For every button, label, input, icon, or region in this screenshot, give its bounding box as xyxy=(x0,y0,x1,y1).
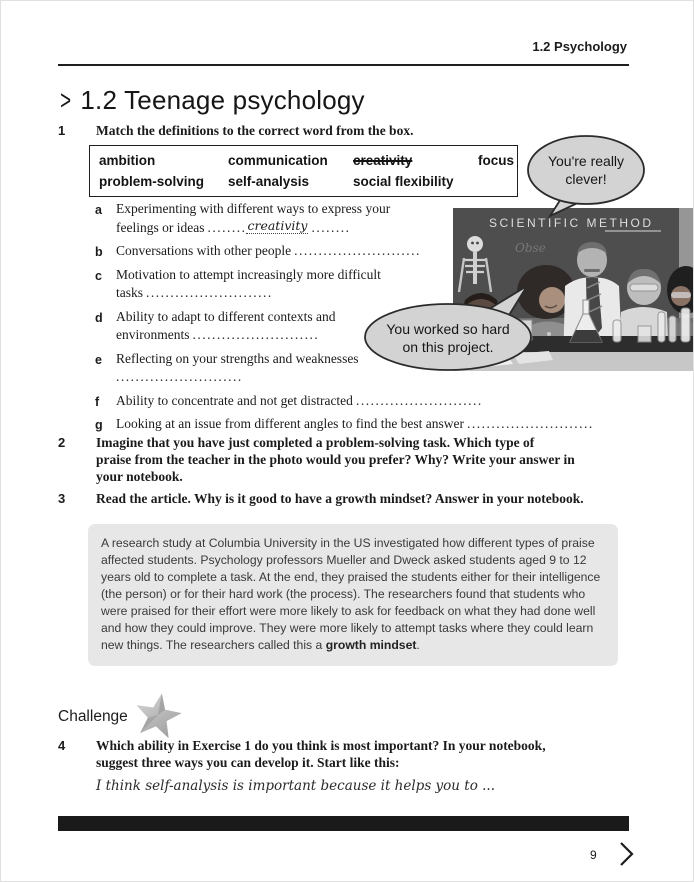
definition-item-a: a Experimenting with different ways to express your feelings or ideas ........creativity ........ xyxy=(95,201,391,235)
running-head: 1.2 Psychology xyxy=(532,39,627,54)
word-box-item: focus xyxy=(478,153,515,169)
exercise-2: 2 Imagine that you have just completed a problem-solving task. Which type of praise from the teacher in the photo would you prefer? Why? Write your answer in your notebook. xyxy=(58,435,575,484)
exercise-3: 3 Read the article. Why is it good to have a growth mindset? Answer in your notebook. xyxy=(58,491,584,506)
word-box-item: self-analysis xyxy=(228,173,310,189)
footer-bar xyxy=(58,816,629,831)
word-box xyxy=(89,145,518,197)
challenge-label: Challenge xyxy=(58,708,128,725)
speech-bubble-effort xyxy=(363,282,535,374)
header-rule xyxy=(58,64,629,66)
definition-item-d: d Ability to adapt to different contexts and environments .......................... xyxy=(95,308,336,342)
definition-item-e: e Reflecting on your strengths and weaknesses .......................... xyxy=(95,350,359,384)
definition-item-b: b Conversations with other people .......................... xyxy=(95,243,421,259)
definition-item-c: c Motivation to attempt increasingly more difficult tasks .......................... xyxy=(95,266,381,300)
word-box-item: problem-solving xyxy=(99,173,205,189)
word-box-item: social flexibility xyxy=(353,173,454,189)
chalkboard-subtext: Obse xyxy=(515,241,546,255)
article-text: A research study at Columbia University in the US investigated how different types of praise affected students. Psychology professors Mueller and Dweck asked students aged 9 to 12 years old to complete a task. At the end, they praised the students either for their intelligence (the person) or for their hard work (the process). The researchers found that students who were praised for their effort were more likely to ask for feedback on what they had done well and how they could improve. They were more likely to attempt tasks where they could learn new things. The researchers called this a xyxy=(101,536,601,652)
challenge-star-icon xyxy=(129,691,187,739)
svg-text:You worked so hard: You worked so hard xyxy=(386,321,510,337)
exercise-4-number: 4 xyxy=(58,738,66,753)
definition-item-f: f Ability to concentrate and not get distracted .......................... xyxy=(95,392,483,409)
next-page-chevron-icon xyxy=(614,840,640,868)
speech-bubble-clever xyxy=(524,134,648,218)
exercise-1-instruction: Match the definitions to the correct word from the box. xyxy=(96,123,414,138)
svg-text:You're really: You're really xyxy=(547,153,625,169)
svg-text:on this project.: on this project. xyxy=(402,339,494,355)
exercise-2-number: 2 xyxy=(58,435,66,450)
exercise-1-instruction-row xyxy=(58,122,413,139)
word-box-item-struck: creativity xyxy=(353,153,413,169)
exercise-1-number: 1 xyxy=(58,123,66,138)
definition-item-g: g Looking at an issue from different angles to find the best answer .......................... xyxy=(95,416,594,432)
example-sentence: I think self-analysis is important because it helps you to ... xyxy=(96,778,496,794)
page-title xyxy=(58,85,365,116)
exercise-3-number: 3 xyxy=(58,491,66,506)
article-box: A research study at Columbia University in the US investigated how different types of praise affected students. Psychology professors Mueller and Dweck asked students aged 9 to 12 years old to complete a task. At the end, they praised the students either for their intelligence (the person) or for their hard work (the process). The researchers found that students who were praised for their effort were more likely to ask for feedback on what they had done well and how they could improve. They were more likely to attempt tasks where they could learn new things. The researchers called this a growth mindset. xyxy=(88,524,618,666)
chalkboard-text: SCIENTIFIC METHOD xyxy=(489,216,654,230)
answer-creativity: creativity xyxy=(247,217,308,233)
word-box-item: ambition xyxy=(99,153,156,169)
page-title-text: 1.2 Teenage psychology xyxy=(80,85,365,115)
exercise-4: 4 Which ability in Exercise 1 do you think is most important? In your notebook, suggest three ways you can develop it. Start like this: xyxy=(58,738,546,770)
page-number: 9 xyxy=(590,848,597,862)
word-box-item: communication xyxy=(228,153,328,169)
svg-text:clever!: clever! xyxy=(565,171,607,187)
growth-mindset-term: growth mindset xyxy=(325,638,417,652)
chevron-icon: > xyxy=(60,84,72,116)
